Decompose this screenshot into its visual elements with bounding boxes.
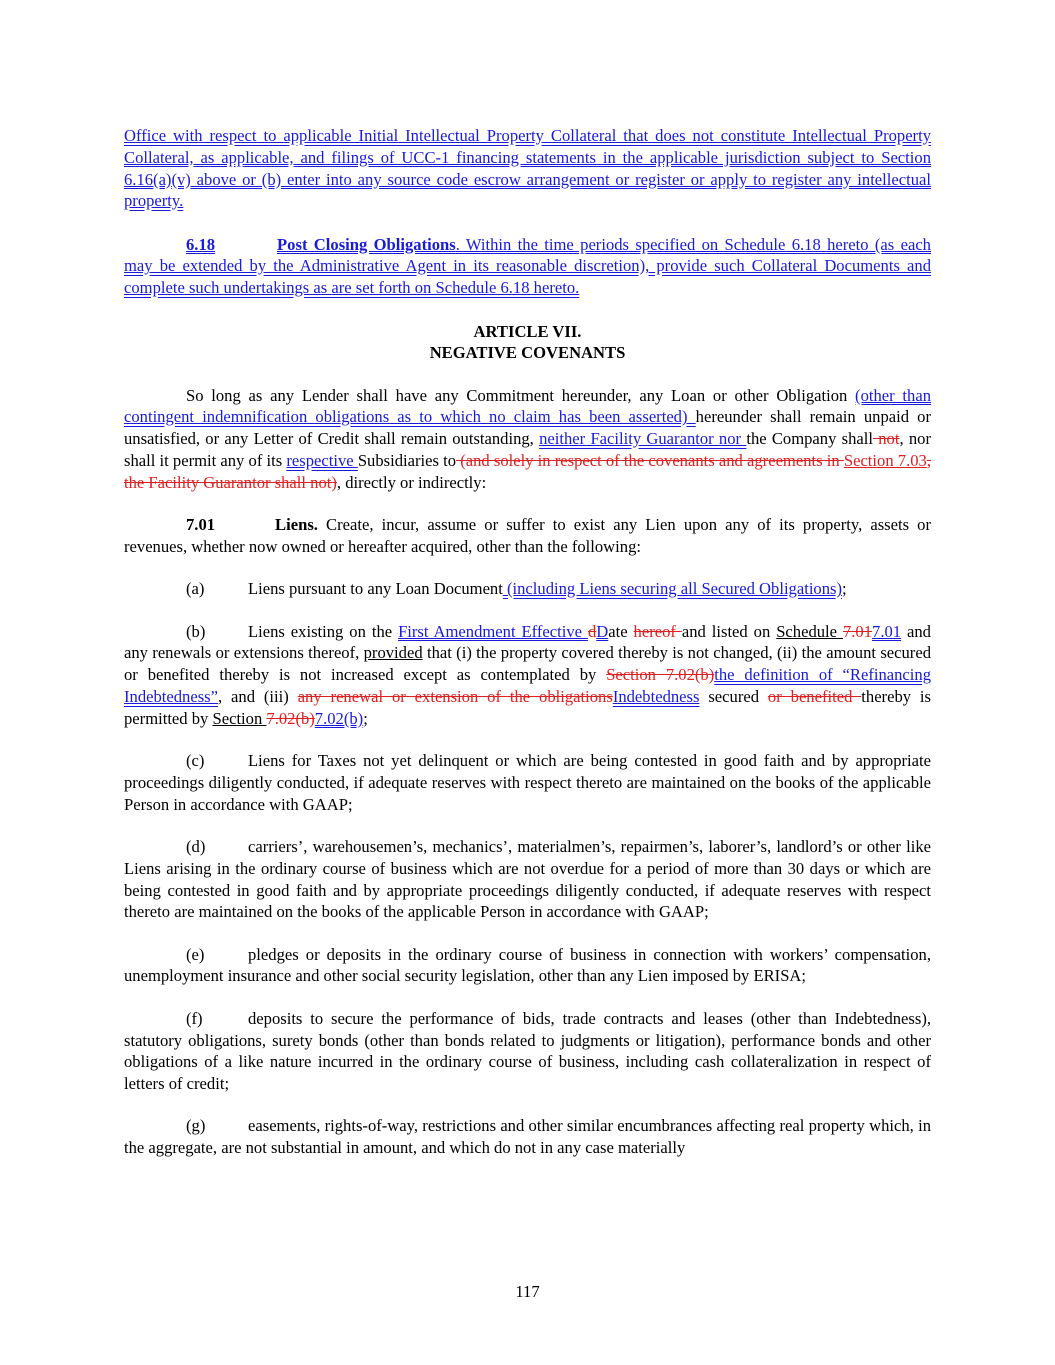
text: deposits to secure the performance of bids, trade contracts and leases (other than Indebtedness), statutory obligations, surety bonds (other than bonds related to judgments or litigation), performance bonds and other obligations of a like nature incurred in the ordinary course of business, including cash collateralization in respect of letters of credit; xyxy=(124,1008,931,1094)
paragraph-ip-continuation xyxy=(124,125,931,212)
text: carriers’, warehousemen’s, mechanics’, materialmen’s, repairmen’s, laborer’s, landlord’s or other like Liens arising in the ordinary course of business which are not overdue for a period of more than 30 days or which are being contested in good faith and by appropriate proceedings diligently conducted, if adequate reserves with respect thereto are maintained on the books of the applicable Person in accordance with GAAP; xyxy=(124,836,931,922)
inserted-text: (other than contingent indemnification obligations as to which no claim has been asserted) xyxy=(124,385,931,427)
inserted-text: 7.01 xyxy=(872,621,902,641)
clause-f xyxy=(124,1008,931,1095)
clause-label: (b) xyxy=(186,621,206,641)
deleted-text: hereof xyxy=(633,621,682,641)
inserted-text: 7.02(b) xyxy=(314,708,364,728)
text: , and (iii) xyxy=(218,686,298,706)
text: easements, rights-of-way, restrictions and other similar encumbrances affecting real property which, in the aggregate, are not substantial in amount, and which do not in any case materially xyxy=(124,1116,931,1158)
clause-label: (f) xyxy=(186,1008,203,1028)
deleted-text: 7.02(b) xyxy=(266,708,315,728)
section-title: Liens. xyxy=(275,515,318,535)
text: , nor shall it permit any of its xyxy=(124,429,932,471)
section-body: Create, incur, assume or suffer to exist any Lien upon any of its property, assets or revenues, whether now owned or hereafter acquired, other than the following: xyxy=(124,515,931,556)
article-number: ARTICLE VII. xyxy=(473,321,582,341)
section-body: . Within the time periods specified on Schedule 6.18 hereto (as each may be extended by the Administrative Agent in its reasonable discretion), provide such Collateral Documents and complete such undertakings as are set forth on Schedule 6.18 hereto. xyxy=(124,234,931,298)
deleted-text: not xyxy=(873,429,900,449)
inserted-text: respective xyxy=(286,451,358,471)
inserted-text: (including Liens securing all Secured Obligations) xyxy=(502,579,843,599)
section-title: Post Closing Obligations xyxy=(277,234,456,254)
deleted-text: any renewal or extension of the obligations xyxy=(297,686,613,706)
clause-label: (g) xyxy=(186,1116,206,1136)
text: secured xyxy=(699,686,768,706)
text: So long as any Lender shall have any Commitment hereunder, any Loan or other Obligation xyxy=(186,385,856,405)
text: ; xyxy=(842,579,847,599)
page-number: 117 xyxy=(515,1282,540,1301)
deleted-text: 7.01 xyxy=(842,621,873,641)
text: pledges or deposits in the ordinary course of business in connection with workers’ compensation, unemployment insurance and other social security legislation, other than any Lien imposed by ERISA; xyxy=(124,944,931,986)
clause-label: (d) xyxy=(186,836,206,856)
deleted-text: d xyxy=(587,621,597,641)
section-6-18 xyxy=(124,234,931,299)
clause-g xyxy=(124,1115,931,1159)
text: and any renewals or extensions thereof, xyxy=(124,621,931,663)
text: Liens for Taxes not yet delinquent or which are being contested in good faith and by appropriate proceedings diligently conducted, if adequate reserves with respect thereto are maintained on the books of the applicable Person in accordance with GAAP; xyxy=(124,751,931,814)
section-7-01 xyxy=(124,514,931,558)
clause-label: (c) xyxy=(186,751,205,771)
text: ate xyxy=(608,621,634,641)
text: Schedule xyxy=(776,621,843,641)
clause-e xyxy=(124,944,931,988)
section-number: 6.18 xyxy=(186,234,216,254)
text: that (i) the property covered thereby is not changed, (ii) the amount secured or benefited thereby is not increased except as contemplated by xyxy=(124,643,931,685)
text: Section xyxy=(212,708,267,728)
inserted-text: the definition of “Refinancing Indebtedness” xyxy=(124,665,932,706)
inserted-text: First Amendment Effective xyxy=(398,621,588,641)
inserted-text: neither Facility Guarantor nor xyxy=(539,429,747,449)
deleted-text: Section 7.02(b) xyxy=(606,665,715,685)
document-page xyxy=(124,125,931,1159)
text: thereby is permitted by xyxy=(124,686,932,728)
section-number: 7.01 xyxy=(186,515,216,535)
clause-label: (e) xyxy=(186,944,205,964)
inserted-text: Office with respect to applicable Initial Intellectual Property Collateral that does not constitute Intellectual Property Collateral, as applicable, and filings of UCC-1 financing statements in the applicable jurisdiction subject to Section 6.16(a)(v) above or (b) enter into any source code escrow arrangement or register or apply to register any intellectual property. xyxy=(124,126,931,211)
clause-d xyxy=(124,836,931,923)
clause-c xyxy=(124,750,931,815)
deleted-text: , the Facility Guarantor shall not) xyxy=(124,451,931,492)
deleted-text: or benefited xyxy=(767,686,862,706)
deleted-text: (and solely in respect of the covenants and agreements in xyxy=(456,451,844,471)
text: and listed on xyxy=(681,621,777,641)
text: provided xyxy=(363,643,423,663)
article-title: NEGATIVE COVENANTS xyxy=(429,343,626,363)
text: Subsidiaries to xyxy=(357,451,457,471)
text: hereunder shall remain unpaid or unsatisfied, or any Letter of Credit shall remain outstanding, xyxy=(124,407,932,449)
article-heading xyxy=(124,321,931,365)
clause-label: (a) xyxy=(186,579,205,599)
intro-paragraph xyxy=(124,385,931,494)
deleted-text: Section 7.03 xyxy=(843,451,927,471)
inserted-text: Indebtedness xyxy=(612,686,700,706)
clause-a xyxy=(124,578,931,600)
inserted-text: D xyxy=(596,621,609,641)
text: Liens pursuant to any Loan Document xyxy=(248,579,503,599)
text: ; xyxy=(363,708,368,728)
clause-b xyxy=(124,621,931,730)
text: the Company shall xyxy=(746,429,873,449)
text: Liens existing on the xyxy=(248,621,399,641)
text: , directly or indirectly: xyxy=(336,472,487,492)
